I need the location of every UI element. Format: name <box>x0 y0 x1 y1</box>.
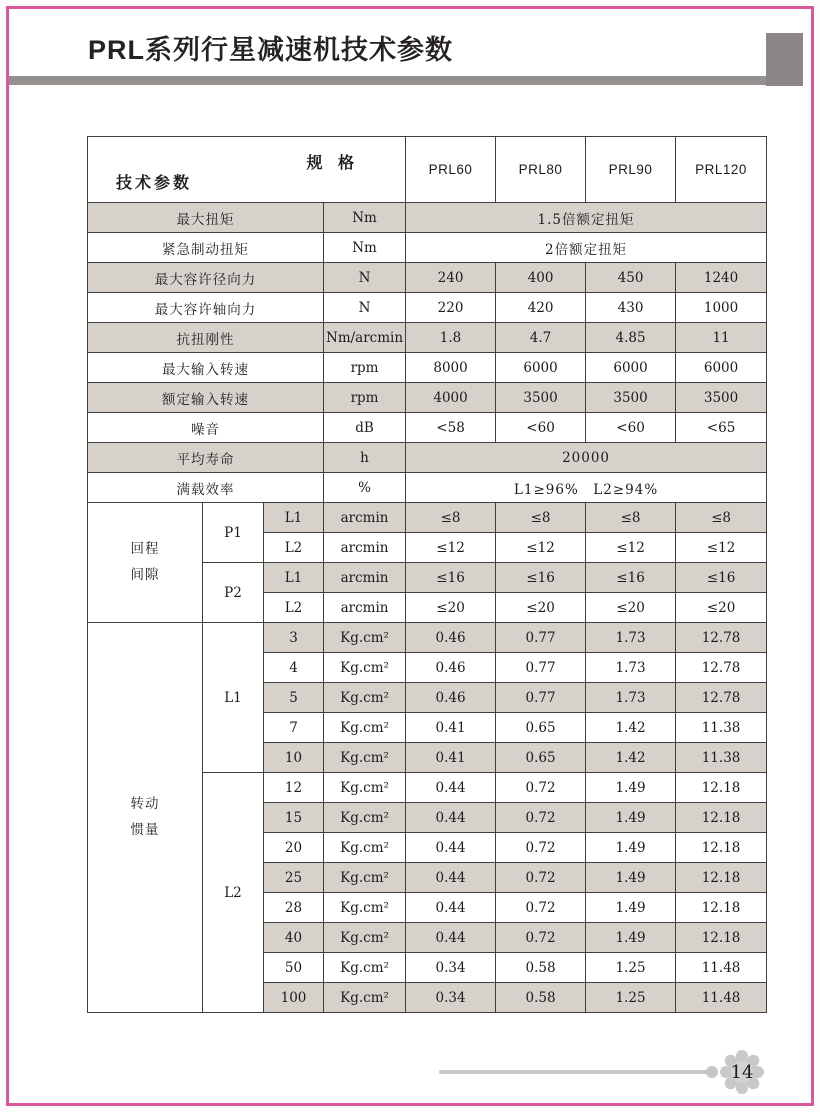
ratio-cell: 40 <box>264 923 324 953</box>
table-row <box>88 623 767 653</box>
value-cell: 12.78 <box>676 683 767 713</box>
value-cell: 0.41 <box>406 743 496 773</box>
value-cell: ≤8 <box>496 503 586 533</box>
group-label-inertia: 转动 惯量 <box>88 623 203 1013</box>
value-cell: 1.49 <box>586 863 676 893</box>
table-row <box>88 233 767 263</box>
subgroup-label: P2 <box>203 563 264 623</box>
unit-cell: arcmin <box>324 503 406 533</box>
value-cell: 0.44 <box>406 863 496 893</box>
value-cell: ≤16 <box>676 563 767 593</box>
param-label: 最大容许径向力 <box>88 263 324 293</box>
value-cell: 1.49 <box>586 893 676 923</box>
unit-cell: Nm <box>324 233 406 263</box>
value-cell: ≤8 <box>586 503 676 533</box>
value-cell: 12.78 <box>676 653 767 683</box>
table-row <box>88 323 767 353</box>
value-cell: <65 <box>676 413 767 443</box>
value-cell: 12.18 <box>676 803 767 833</box>
unit-cell: Kg.cm² <box>324 653 406 683</box>
level-cell: L1 <box>264 503 324 533</box>
param-label: 额定输入转速 <box>88 383 324 413</box>
subgroup-label: L2 <box>203 773 264 1013</box>
unit-cell: N <box>324 263 406 293</box>
unit-cell: Kg.cm² <box>324 623 406 653</box>
table-header-row <box>88 137 767 203</box>
unit-cell: rpm <box>324 353 406 383</box>
title-underline-bar <box>9 76 766 85</box>
value-cell: ≤16 <box>586 563 676 593</box>
value-cell: 11.38 <box>676 743 767 773</box>
value-cell: 0.46 <box>406 683 496 713</box>
table-row <box>88 473 767 503</box>
ratio-cell: 25 <box>264 863 324 893</box>
value-cell: 1.25 <box>586 983 676 1013</box>
unit-cell: Kg.cm² <box>324 743 406 773</box>
value-cell: 11 <box>676 323 767 353</box>
value-cell: ≤8 <box>676 503 767 533</box>
footer-rule-dot <box>706 1066 718 1078</box>
value-cell: 8000 <box>406 353 496 383</box>
group-label-backlash: 回程 间隙 <box>88 503 203 623</box>
value-cell: 0.44 <box>406 803 496 833</box>
model-header-cell: PRL80 <box>496 137 586 203</box>
value-cell: 12.18 <box>676 773 767 803</box>
value-cell: 0.72 <box>496 833 586 863</box>
value-cell: 3500 <box>496 383 586 413</box>
value-cell: 4.7 <box>496 323 586 353</box>
value-cell: 0.72 <box>496 863 586 893</box>
unit-cell: Kg.cm² <box>324 683 406 713</box>
unit-cell: Kg.cm² <box>324 863 406 893</box>
value-span-cell: 20000 <box>406 443 767 473</box>
model-header-cell: PRL120 <box>676 137 767 203</box>
param-label: 满载效率 <box>88 473 324 503</box>
value-cell: 0.58 <box>496 983 586 1013</box>
value-cell: 0.72 <box>496 893 586 923</box>
param-label: 紧急制动扭矩 <box>88 233 324 263</box>
unit-cell: Kg.cm² <box>324 953 406 983</box>
value-cell: 1240 <box>676 263 767 293</box>
value-cell: 0.72 <box>496 923 586 953</box>
header-corner-cell <box>88 137 406 203</box>
unit-cell: Kg.cm² <box>324 773 406 803</box>
table-row <box>88 443 767 473</box>
param-label: 抗扭刚性 <box>88 323 324 353</box>
value-cell: 6000 <box>676 353 767 383</box>
value-span-cell: L1≥96% L2≥94% <box>406 473 767 503</box>
header-corner-block <box>766 33 803 86</box>
value-cell: 240 <box>406 263 496 293</box>
subgroup-label: P1 <box>203 503 264 563</box>
value-cell: ≤16 <box>406 563 496 593</box>
corner-label-spec: 规 格 <box>306 153 360 172</box>
value-cell: ≤16 <box>496 563 586 593</box>
value-cell: 1.73 <box>586 653 676 683</box>
subgroup-label: L1 <box>203 623 264 773</box>
value-cell: 1.49 <box>586 803 676 833</box>
value-cell: 450 <box>586 263 676 293</box>
value-cell: 12.18 <box>676 923 767 953</box>
value-cell: 0.65 <box>496 743 586 773</box>
value-cell: ≤8 <box>406 503 496 533</box>
page-title: PRL系列行星减速机技术参数 <box>88 35 453 65</box>
value-cell: 11.48 <box>676 983 767 1013</box>
value-cell: 6000 <box>586 353 676 383</box>
value-cell: 0.72 <box>496 803 586 833</box>
value-cell: 400 <box>496 263 586 293</box>
ratio-cell: 15 <box>264 803 324 833</box>
value-cell: <60 <box>586 413 676 443</box>
unit-cell: Nm <box>324 203 406 233</box>
model-header-cell: PRL90 <box>586 137 676 203</box>
value-cell: ≤12 <box>406 533 496 563</box>
value-cell: 1.49 <box>586 923 676 953</box>
ratio-cell: 5 <box>264 683 324 713</box>
ratio-cell: 10 <box>264 743 324 773</box>
value-cell: ≤20 <box>406 593 496 623</box>
param-label: 噪音 <box>88 413 324 443</box>
ratio-cell: 28 <box>264 893 324 923</box>
value-cell: 11.38 <box>676 713 767 743</box>
value-cell: 1.42 <box>586 713 676 743</box>
unit-cell: h <box>324 443 406 473</box>
value-cell: 0.77 <box>496 623 586 653</box>
value-cell: 0.44 <box>406 893 496 923</box>
value-cell: 3500 <box>676 383 767 413</box>
ratio-cell: 12 <box>264 773 324 803</box>
model-header-cell: PRL60 <box>406 137 496 203</box>
unit-cell: dB <box>324 413 406 443</box>
value-cell: ≤12 <box>496 533 586 563</box>
value-cell: ≤12 <box>676 533 767 563</box>
value-cell: 1000 <box>676 293 767 323</box>
value-cell: 1.8 <box>406 323 496 353</box>
value-cell: ≤20 <box>586 593 676 623</box>
value-span-cell: 2倍额定扭矩 <box>406 233 767 263</box>
ratio-cell: 3 <box>264 623 324 653</box>
value-cell: 0.72 <box>496 773 586 803</box>
value-cell: 0.44 <box>406 773 496 803</box>
value-cell: 0.41 <box>406 713 496 743</box>
footer-rule-line <box>439 1070 712 1074</box>
value-cell: 0.46 <box>406 653 496 683</box>
spec-table <box>87 136 767 1013</box>
value-cell: 1.42 <box>586 743 676 773</box>
value-cell: 0.58 <box>496 953 586 983</box>
value-cell: 12.18 <box>676 863 767 893</box>
unit-cell: N <box>324 293 406 323</box>
value-cell: 1.73 <box>586 623 676 653</box>
value-cell: 1.73 <box>586 683 676 713</box>
unit-cell: arcmin <box>324 533 406 563</box>
ratio-cell: 4 <box>264 653 324 683</box>
unit-cell: Kg.cm² <box>324 713 406 743</box>
value-cell: 1.25 <box>586 953 676 983</box>
unit-cell: arcmin <box>324 593 406 623</box>
unit-cell: Kg.cm² <box>324 803 406 833</box>
unit-cell: rpm <box>324 383 406 413</box>
level-cell: L1 <box>264 563 324 593</box>
ratio-cell: 20 <box>264 833 324 863</box>
value-cell: ≤20 <box>496 593 586 623</box>
param-label: 最大容许轴向力 <box>88 293 324 323</box>
value-cell: 12.78 <box>676 623 767 653</box>
unit-cell: % <box>324 473 406 503</box>
value-cell: 4000 <box>406 383 496 413</box>
level-cell: L2 <box>264 593 324 623</box>
value-cell: 0.77 <box>496 683 586 713</box>
page-number-gear <box>720 1050 764 1094</box>
value-cell: 12.18 <box>676 893 767 923</box>
value-cell: 0.34 <box>406 983 496 1013</box>
param-label: 最大输入转速 <box>88 353 324 383</box>
value-cell: 220 <box>406 293 496 323</box>
value-cell: 420 <box>496 293 586 323</box>
value-span-cell: 1.5倍额定扭矩 <box>406 203 767 233</box>
value-cell: 3500 <box>586 383 676 413</box>
value-cell: 6000 <box>496 353 586 383</box>
table-row <box>88 263 767 293</box>
table-row <box>88 293 767 323</box>
ratio-cell: 50 <box>264 953 324 983</box>
page-number: 14 <box>730 1061 754 1083</box>
value-cell: 1.49 <box>586 773 676 803</box>
unit-cell: Kg.cm² <box>324 893 406 923</box>
value-cell: 0.46 <box>406 623 496 653</box>
value-cell: 0.44 <box>406 923 496 953</box>
value-cell: <60 <box>496 413 586 443</box>
table-row <box>88 353 767 383</box>
value-cell: 0.34 <box>406 953 496 983</box>
unit-cell: Nm/arcmin <box>324 323 406 353</box>
value-cell: <58 <box>406 413 496 443</box>
value-cell: 430 <box>586 293 676 323</box>
unit-cell: Kg.cm² <box>324 833 406 863</box>
value-cell: ≤20 <box>676 593 767 623</box>
value-cell: 11.48 <box>676 953 767 983</box>
ratio-cell: 100 <box>264 983 324 1013</box>
param-label: 平均寿命 <box>88 443 324 473</box>
value-cell: 0.44 <box>406 833 496 863</box>
table-row <box>88 383 767 413</box>
ratio-cell: 7 <box>264 713 324 743</box>
corner-label-parameters: 技术参数 <box>116 173 193 192</box>
value-cell: 0.65 <box>496 713 586 743</box>
value-cell: 12.18 <box>676 833 767 863</box>
table-row <box>88 413 767 443</box>
value-cell: 0.77 <box>496 653 586 683</box>
level-cell: L2 <box>264 533 324 563</box>
unit-cell: arcmin <box>324 563 406 593</box>
param-label: 最大扭矩 <box>88 203 324 233</box>
value-cell: ≤12 <box>586 533 676 563</box>
unit-cell: Kg.cm² <box>324 923 406 953</box>
value-cell: 4.85 <box>586 323 676 353</box>
table-row <box>88 503 767 533</box>
table-row <box>88 203 767 233</box>
unit-cell: Kg.cm² <box>324 983 406 1013</box>
value-cell: 1.49 <box>586 833 676 863</box>
